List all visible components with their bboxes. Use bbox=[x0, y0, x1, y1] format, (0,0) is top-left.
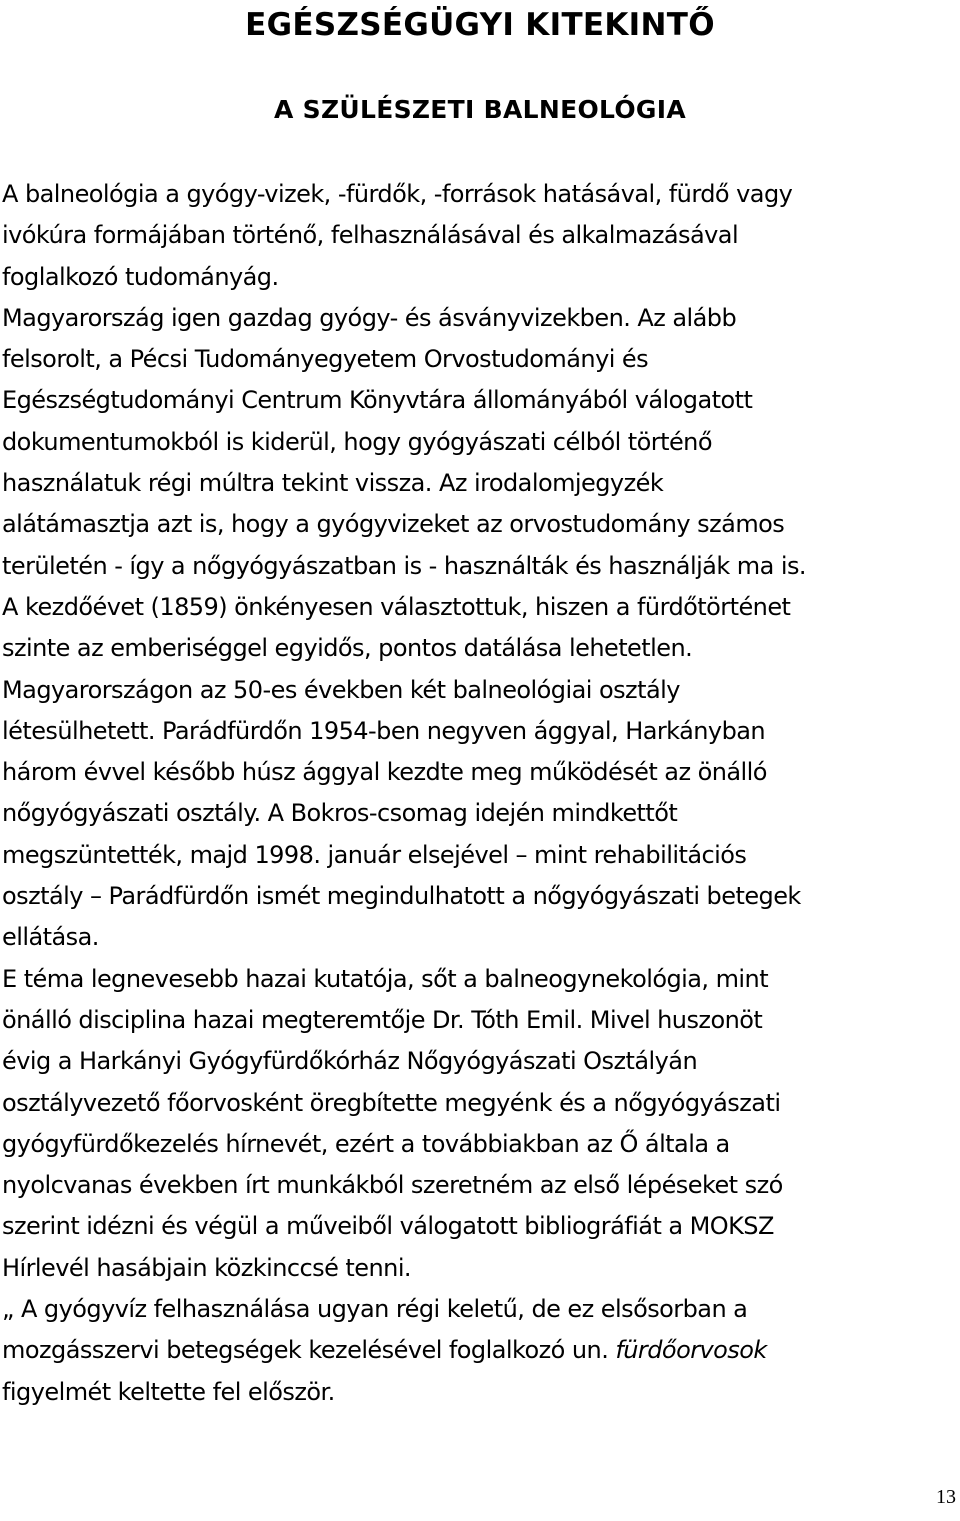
text-line: felsorolt, a Pécsi Tudományegyetem Orvostudományi és bbox=[2, 345, 649, 374]
quote-line: „ A gyógyvíz felhasználása ugyan régi keletű, de ez elsősorban a bbox=[2, 1295, 748, 1324]
page-number: 13 bbox=[936, 1486, 956, 1508]
text-line: megszüntették, majd 1998. január elsejével – mint rehabilitációs bbox=[2, 840, 747, 869]
quote-line bbox=[2, 1330, 954, 1371]
text-line: osztályvezető főorvosként öregbítette megyénk és a nőgyógyászati bbox=[2, 1088, 781, 1117]
text-line: három évvel később húsz ággyal kezdte meg működését az önálló bbox=[2, 758, 767, 787]
text-line: alátámasztja azt is, hogy a gyógyvizeket az orvostudomány számos bbox=[2, 510, 785, 539]
text-line: Magyarországon az 50-es években két balneológiai osztály bbox=[2, 675, 680, 704]
text-line: E téma legnevesebb hazai kutatója, sőt a balneogynekológia, mint bbox=[2, 964, 769, 993]
text-line: Hírlevél hasábjain közkinccsé tenni. bbox=[2, 1253, 412, 1282]
text-line: szinte az emberiséggel egyidős, pontos datálása lehetetlen. bbox=[2, 634, 693, 663]
text-line: létesülhetett. Parádfürdőn 1954-ben negyven ággyal, Harkányban bbox=[2, 716, 766, 745]
page-title: EGÉSZSÉGÜGYI KITEKINTŐ bbox=[245, 7, 715, 43]
text-line: foglalkozó tudományág. bbox=[2, 262, 279, 291]
text-line: önálló disciplina hazai megteremtője Dr. Tóth Emil. Mivel huszonöt bbox=[2, 1005, 763, 1034]
text-line: Egészségtudományi Centrum Könyvtára állományából válogatott bbox=[2, 386, 753, 415]
text-line: A balneológia a gyógy-vizek, -fürdők, -források hatásával, fürdő vagy bbox=[2, 180, 793, 208]
text-line: osztály – Parádfürdőn ismét megindulhatott a nőgyógyászati betegek bbox=[2, 882, 801, 911]
quote-text: mozgásszervi betegségek kezelésével foglalkozó un. bbox=[2, 1336, 616, 1365]
italic-term: fürdőorvosok bbox=[615, 1336, 767, 1365]
text-line: gyógyfürdőkezelés hírnevét, ezért a továbbiakban az Ő általa a bbox=[2, 1129, 730, 1158]
text-line: évig a Harkányi Gyógyfürdőkórház Nőgyógyászati Osztályán bbox=[2, 1047, 698, 1076]
text-line: dokumentumokból is kiderül, hogy gyógyászati célból történő bbox=[2, 427, 712, 456]
text-line: használatuk régi múltra tekint vissza. Az irodalomjegyzék bbox=[2, 469, 664, 498]
quote-line: figyelmét keltette fel először. bbox=[2, 1377, 335, 1406]
text-line: ellátása. bbox=[2, 923, 99, 952]
text-line: területén - így a nőgyógyászatban is - használták és használják ma is. bbox=[2, 551, 806, 580]
text-line: Magyarország igen gazdag gyógy- és ásványvizekben. Az alább bbox=[2, 303, 737, 332]
text-line: szerint idézni és végül a műveiből válogatott bibliográfiát a MOKSZ bbox=[2, 1212, 774, 1241]
text-line: nyolcvanas években írt munkákból szeretném az első lépéseket szó bbox=[2, 1171, 783, 1200]
text-line: A kezdőévet (1859) önkényesen választottuk, hiszen a fürdőtörténet bbox=[2, 592, 791, 621]
section-heading: A SZÜLÉSZETI BALNEOLÓGIA bbox=[273, 95, 686, 124]
text-line: ivókúra formájában történő, felhasználásával és alkalmazásával bbox=[2, 221, 739, 250]
text-line: nőgyógyászati osztály. A Bokros-csomag idején mindkettőt bbox=[2, 799, 678, 828]
body-text bbox=[2, 174, 954, 1413]
